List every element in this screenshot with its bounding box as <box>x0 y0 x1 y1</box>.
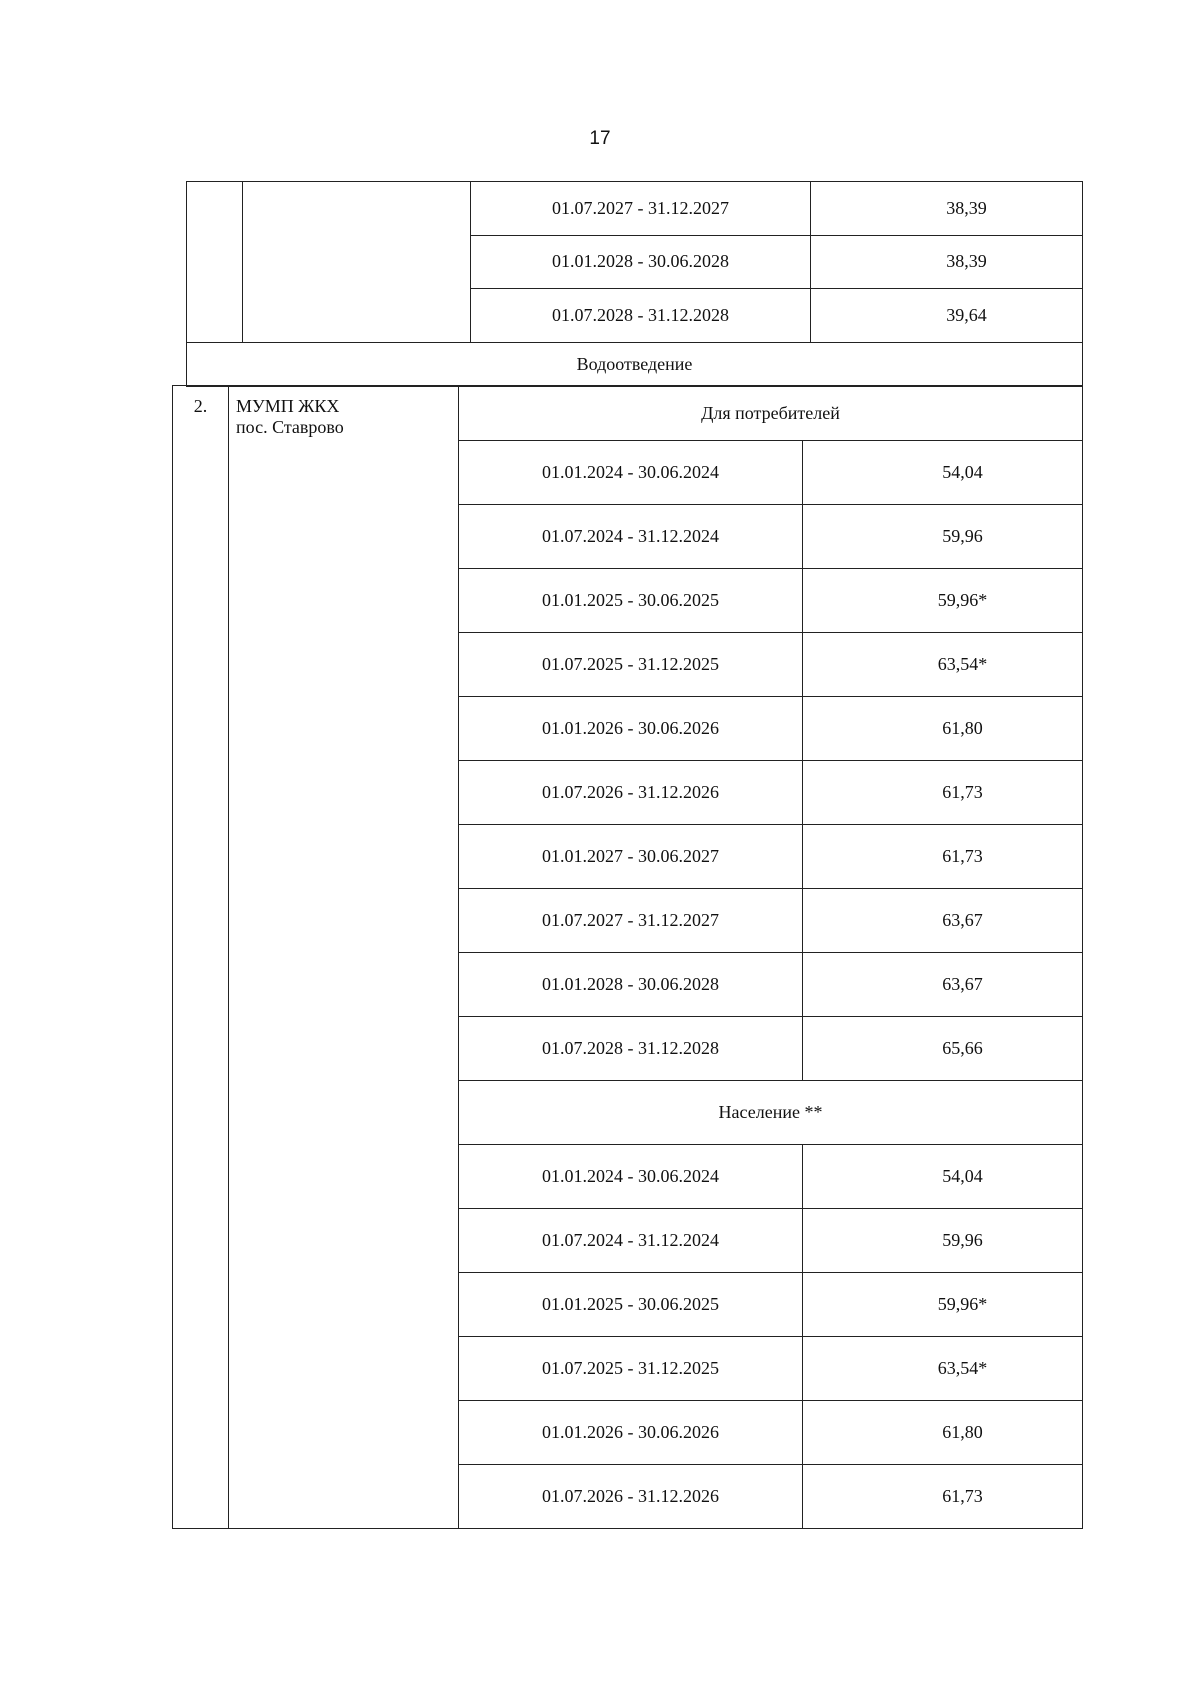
consumers-heading-row <box>173 386 1083 441</box>
tariff-value-cell: 65,66 <box>803 1017 1083 1081</box>
tariff-table-continuation <box>186 181 1083 387</box>
period-cell: 01.01.2027 - 30.06.2027 <box>459 825 803 889</box>
period-cell: 01.01.2026 - 30.06.2026 <box>459 697 803 761</box>
section-title: Водоотведение <box>187 342 1083 386</box>
tariff-value-cell: 61,80 <box>803 1401 1083 1465</box>
organization-name-line1: МУМП ЖКХ <box>236 396 340 416</box>
tariff-table-main <box>172 385 1083 1529</box>
tariff-value-cell: 61,80 <box>803 697 1083 761</box>
entry-number: 2. <box>173 386 229 1529</box>
tariff-value-cell: 63,67 <box>803 889 1083 953</box>
tariff-value-cell: 61,73 <box>803 825 1083 889</box>
table-row <box>187 182 1083 236</box>
period-cell: 01.01.2026 - 30.06.2026 <box>459 1401 803 1465</box>
section-heading-row <box>187 342 1083 386</box>
tariff-value-cell: 38,39 <box>811 235 1083 289</box>
tariff-value-cell: 59,96* <box>803 1273 1083 1337</box>
period-cell: 01.07.2026 - 31.12.2026 <box>459 761 803 825</box>
tariff-value-cell: 63,54* <box>803 633 1083 697</box>
period-cell: 01.07.2027 - 31.12.2027 <box>471 182 811 236</box>
period-cell: 01.07.2028 - 31.12.2028 <box>459 1017 803 1081</box>
tariff-value-cell: 63,54* <box>803 1337 1083 1401</box>
consumers-heading: Для потребителей <box>459 386 1083 441</box>
period-cell: 01.01.2025 - 30.06.2025 <box>459 1273 803 1337</box>
tariff-value-cell: 59,96* <box>803 569 1083 633</box>
period-cell: 01.01.2025 - 30.06.2025 <box>459 569 803 633</box>
period-cell: 01.07.2025 - 31.12.2025 <box>459 1337 803 1401</box>
tariff-value-cell: 39,64 <box>811 289 1083 343</box>
tariff-value-cell: 54,04 <box>803 1145 1083 1209</box>
tariff-value-cell: 54,04 <box>803 441 1083 505</box>
period-cell: 01.01.2024 - 30.06.2024 <box>459 1145 803 1209</box>
period-cell: 01.07.2025 - 31.12.2025 <box>459 633 803 697</box>
period-cell: 01.01.2028 - 30.06.2028 <box>459 953 803 1017</box>
organization-name <box>229 386 459 1529</box>
organization-name-line2: пос. Ставрово <box>236 417 344 437</box>
tariff-value-cell: 61,73 <box>803 761 1083 825</box>
period-cell: 01.07.2028 - 31.12.2028 <box>471 289 811 343</box>
organization-cell <box>243 182 471 343</box>
tariff-value-cell: 38,39 <box>811 182 1083 236</box>
period-cell: 01.07.2024 - 31.12.2024 <box>459 1209 803 1273</box>
tariff-value-cell: 61,73 <box>803 1465 1083 1529</box>
population-heading: Население ** <box>459 1081 1083 1145</box>
tariff-value-cell: 59,96 <box>803 1209 1083 1273</box>
number-cell <box>187 182 243 343</box>
period-cell: 01.07.2024 - 31.12.2024 <box>459 505 803 569</box>
period-cell: 01.07.2026 - 31.12.2026 <box>459 1465 803 1529</box>
page-number: 17 <box>589 128 611 149</box>
tariff-value-cell: 59,96 <box>803 505 1083 569</box>
period-cell: 01.07.2027 - 31.12.2027 <box>459 889 803 953</box>
tariff-value-cell: 63,67 <box>803 953 1083 1017</box>
period-cell: 01.01.2024 - 30.06.2024 <box>459 441 803 505</box>
period-cell: 01.01.2028 - 30.06.2028 <box>471 235 811 289</box>
